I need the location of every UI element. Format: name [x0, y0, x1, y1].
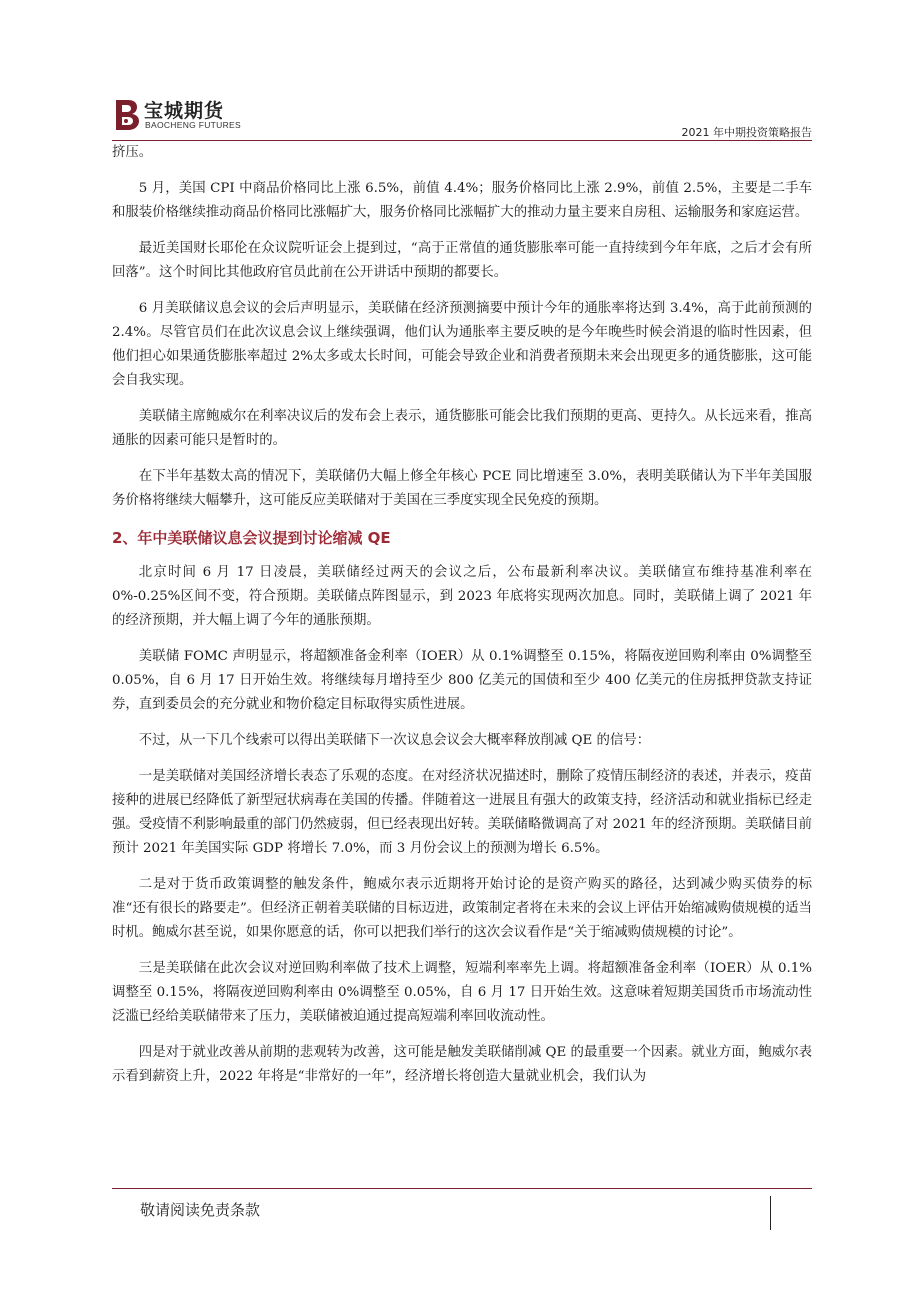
paragraph: 最近美国财长耶伦在众议院听证会上提到过，“高于正常值的通货膨胀率可能一直持续到今年年底，之后才会有所回落”。这个时间比其他政府官员此前在公开讲话中预期的都要长。: [112, 241, 812, 280]
paragraph: 一是美联储对美国经济增长表态了乐观的态度。在对经济状况描述时，删除了疫情压制经济的表述，并表示，疫苗接种的进展已经降低了新型冠状病毒在美国的传播。伴随着这一进展且有强大的政策支持，经济活动和就业指标已经走强。受疫情不利影响最重的部门仍然疲弱，但已经表现出好转。美联储略微调高了对 2021 年的经济预期。美联储目前预计 2021 年美国实际 GDP 将增长 7.0%，而 3 月份会议上的预测为增长 6.5%。: [112, 769, 812, 856]
footer-vertical-bar: [770, 1196, 771, 1230]
paragraph: 四是对于就业改善从前期的悲观转为改善，这可能是触发美联储削减 QE 的最重要一个因素。就业方面，鲍威尔表示看到薪资上升，2022 年将是“非常好的一年”，经济增长将创造大量就业机会，我们认为: [112, 1045, 812, 1084]
disclaimer-link[interactable]: 敬请阅读免责条款: [140, 1201, 261, 1219]
paragraph: 美联储 FOMC 声明显示，将超额准备金利率（IOER）从 0.1%调整至 0.15%，将隔夜逆回购利率由 0%调整至 0.05%，自 6 月 17 日开始生效。将继续每月增持至少 800 亿美元的国债和至少 400 亿美元的住房抵押贷款支持证券，直到委员会的充分就业和物价稳定目标取得实质性进展。: [112, 649, 812, 712]
report-title: 2021 年中期投资策略报告: [681, 126, 812, 139]
page-header: [112, 96, 812, 140]
paragraph: 6 月美联储议息会议的会后声明显示，美联储在经济预测摘要中预计今年的通胀率将达到 3.4%，高于此前预测的 2.4%。尽管官员们在此次议息会议上继续强调，他们认为通胀率主要反映的是今年晚些时候会消退的临时性因素，但他们担心如果通货膨胀率超过 2%太多或太长时间，可能会导致企业和消费者预期未来会出现更多的通货膨胀，这可能会自我实现。: [112, 301, 812, 388]
paragraph: 二是对于货币政策调整的触发条件，鲍威尔表示近期将开始讨论的是资产购买的路径，达到减少购买债券的标准“还有很长的路要走”。但经济正朝着美联储的目标迈进，政策制定者将在未来的会议上评估开始缩减购债规模的适当时机。鲍威尔甚至说，如果你愿意的话，你可以把我们举行的这次会议看作是“关于缩减购债规模的讨论”。: [112, 877, 812, 940]
paragraph: 不过，从一下几个线索可以得出美联储下一次议息会议会大概率释放削减 QE 的信号：: [138, 733, 651, 748]
baocheng-logo-icon: [112, 98, 142, 132]
logo-english-name: BAOCHENG FUTURES: [145, 120, 241, 130]
paragraph: 北京时间 6 月 17 日凌晨，美联储经过两天的会议之后，公布最新利率决议。美联储宣布维持基准利率在 0%-0.25%区间不变，符合预期。美联储点阵图显示，到 2023 年底将实现两次加息。同时，美联储上调了 2021 年的经济预期，并大幅上调了今年的通胀预期。: [112, 565, 812, 628]
document-body: [112, 141, 812, 1101]
paragraph: 挤压。: [112, 145, 153, 160]
paragraph: 在下半年基数太高的情况下，美联储仍大幅上修全年核心 PCE 同比增速至 3.0%，表明美联储认为下半年美国服务价格将继续大幅攀升，这可能反应美联储对于美国在三季度实现全民免疫的预期。: [112, 469, 812, 508]
paragraph: 5 月，美国 CPI 中商品价格同比上涨 6.5%，前值 4.4%；服务价格同比上涨 2.9%，前值 2.5%，主要是二手车和服装价格继续推动商品价格同比涨幅扩大，服务价格同比涨幅扩大的推动力量主要来自房租、运输服务和家庭运营。: [112, 181, 812, 220]
footer-divider: [112, 1188, 812, 1189]
paragraph: 三是美联储在此次会议对逆回购利率做了技术上调整，短端利率率先上调。将超额准备金利率（IOER）从 0.1%调整至 0.15%，将隔夜逆回购利率由 0%调整至 0.05%，自 6 月 17 日开始生效。这意味着短期美国货币市场流动性泛滥已经给美联储带来了压力，美联储被迫通过提高短端利率回收流动性。: [112, 961, 812, 1024]
company-logo: [112, 96, 252, 136]
logo-chinese-name: 宝城期货: [144, 100, 225, 122]
section-heading: 2、年中美联储议息会议提到讨论缩减 QE: [112, 529, 391, 547]
paragraph: 美联储主席鲍威尔在利率决议后的发布会上表示，通货膨胀可能会比我们预期的更高、更持久。从长远来看，推高通胀的因素可能只是暂时的。: [112, 409, 812, 448]
